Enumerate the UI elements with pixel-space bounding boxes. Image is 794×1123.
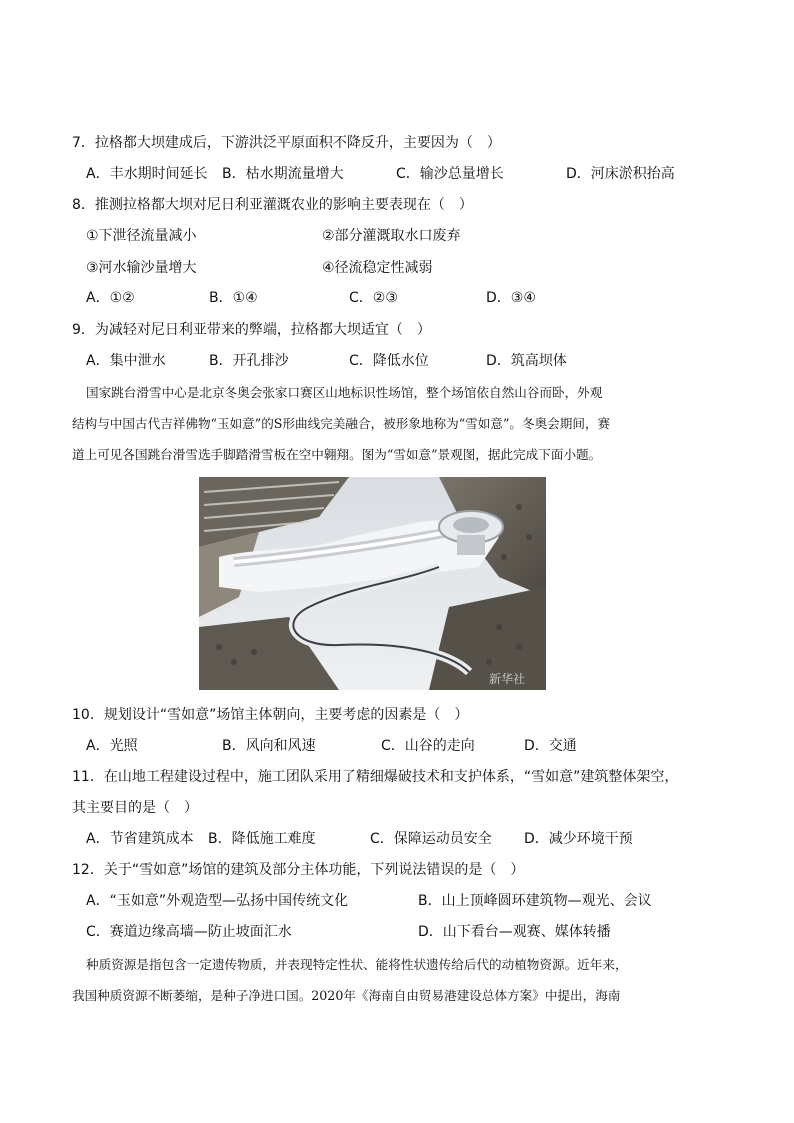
photo-watermark: 新华社 [489, 672, 526, 686]
q7-option-d: D．河床淤积抬高 [566, 166, 675, 182]
q8-item-3: ③河水输沙量增大 [86, 260, 197, 276]
q8-option-a: A．①② [86, 290, 135, 306]
q7-stem: 7．拉格都大坝建成后，下游洪泛平原面积不降反升，主要因为（ ） [72, 135, 501, 151]
q7-option-a: A．丰水期时间延长 [86, 166, 208, 182]
q11-stem-line-1: 11．在山地工程建设过程中，施工团队采用了精细爆破技术和支护体系，“雪如意”建筑整体架空， [72, 769, 679, 785]
q10-option-a: A．光照 [86, 738, 138, 754]
q7-option-b: B．枯水期流量增大 [222, 166, 344, 182]
q8-item-4: ④径流稳定性减弱 [322, 260, 433, 276]
snow-ruyi-venue-photo [199, 477, 546, 690]
q12-option-c: C．赛道边缘高墙—防止坡面汇水 [86, 924, 292, 940]
passage1-line-3: 道上可见各国跳台滑雪选手脚踏滑雪板在空中翱翔。图为“雪如意”景观图，据此完成下面小题。 [72, 447, 602, 462]
passage1-line-2: 结构与中国古代吉祥佛物“玉如意”的S形曲线完美融合，被形象地称为“雪如意”。冬奥会期间，赛 [72, 416, 611, 431]
q9-option-a: A．集中泄水 [86, 353, 166, 369]
q10-stem: 10．规划设计“雪如意”场馆主体朝向，主要考虑的因素是（ ） [72, 707, 469, 723]
q11-option-c: C．保障运动员安全 [370, 831, 492, 847]
q11-option-b: B．降低施工难度 [208, 831, 316, 847]
q12-stem: 12．关于“雪如意”场馆的建筑及部分主体功能，下列说法错误的是（ ） [72, 862, 525, 878]
passage1-line-1: 国家跳台滑雪中心是北京冬奥会张家口赛区山地标识性场馆，整个场馆依自然山谷而卧，外观 [86, 385, 603, 400]
q9-option-b: B．开孔排沙 [209, 353, 289, 369]
q11-option-d: D．减少环境干预 [524, 831, 633, 847]
q9-stem: 9．为减轻对尼日利亚带来的弊端，拉格都大坝适宜（ ） [72, 322, 431, 338]
q10-option-d: D．交通 [524, 738, 577, 754]
q12-option-b: B．山上顶峰圆环建筑物—观光、会议 [418, 893, 652, 909]
q12-option-d: D．山下看台—观赛、媒体转播 [418, 924, 611, 940]
passage2-line-2: 我国种质资源不断萎缩，是种子净进口国。2020年《海南自由贸易港建设总体方案》中提出，海南 [72, 988, 621, 1003]
q9-option-c: C．降低水位 [349, 353, 429, 369]
q10-option-c: C．山谷的走向 [381, 738, 475, 754]
q10-option-b: B．风向和风速 [222, 738, 316, 754]
q11-option-a: A．节省建筑成本 [86, 831, 194, 847]
q9-option-d: D．筑高坝体 [486, 353, 567, 369]
q8-stem: 8．推测拉格都大坝对尼日利亚灌溉农业的影响主要表现在（ ） [72, 197, 473, 213]
q8-option-b: B．①④ [209, 290, 258, 306]
passage2-line-1: 种质资源是指包含一定遗传物质，并表现特定性状、能将性状遗传给后代的动植物资源。近年来， [86, 957, 628, 972]
q12-option-a: A．“玉如意”外观造型—弘扬中国传统文化 [86, 893, 349, 909]
q11-stem-line-2: 其主要目的是（ ） [72, 800, 198, 816]
q8-item-1: ①下泄径流量减小 [86, 228, 197, 244]
q8-option-c: C．②③ [349, 290, 398, 306]
q7-option-c: C．输沙总量增长 [396, 166, 504, 182]
q8-item-2: ②部分灌溉取水口废弃 [322, 228, 461, 244]
q8-option-d: D．③④ [486, 290, 536, 306]
